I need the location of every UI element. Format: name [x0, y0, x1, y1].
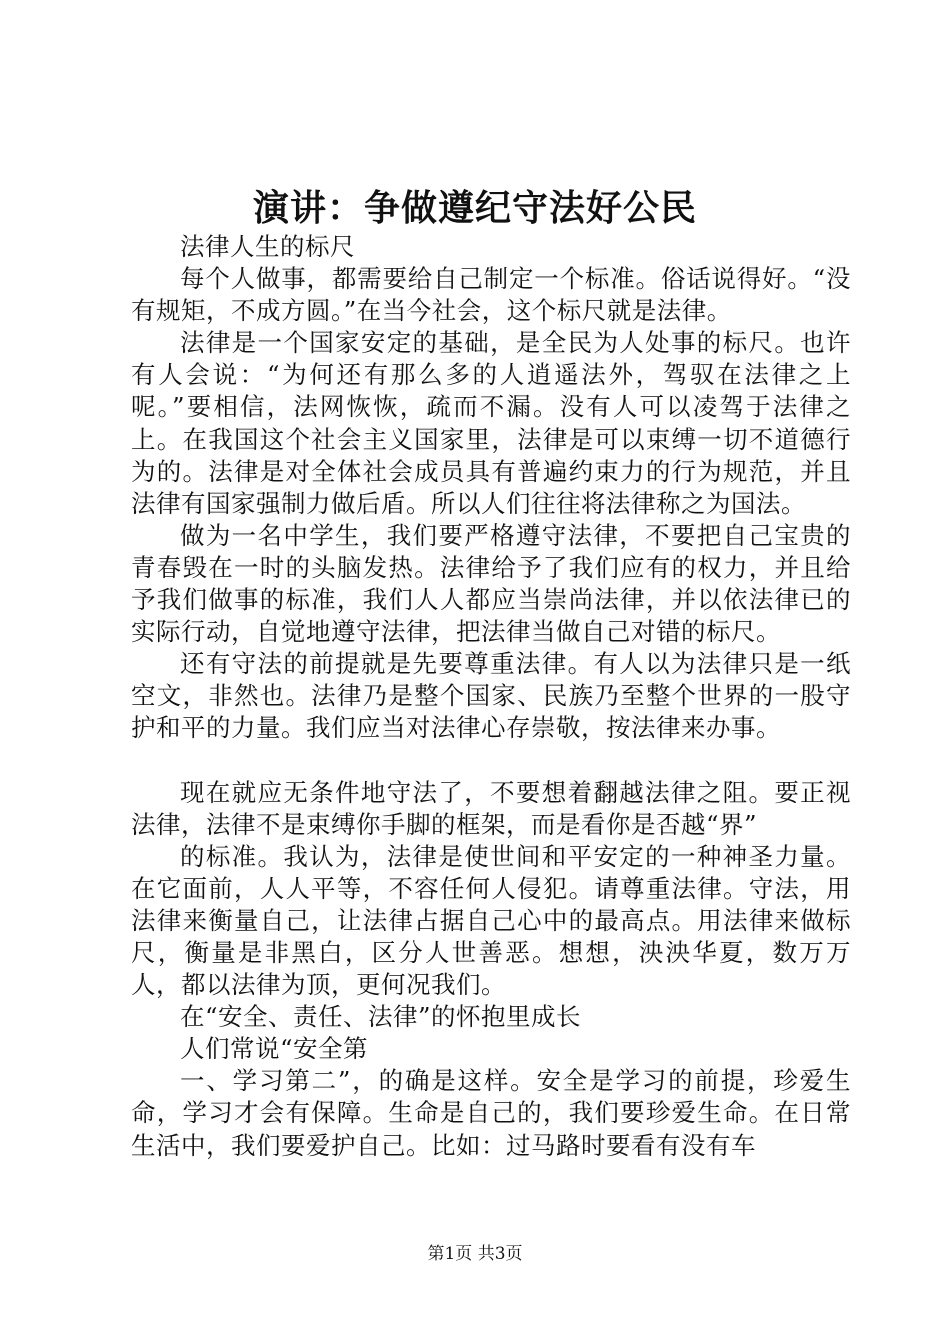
paragraph: 还有守法的前提就是先要尊重法律。有人以为法律只是一纸空文，非然也。法律乃是整个国家、民族乃至整个世界的一股守护和平的力量。我们应当对法律心存崇敬，按法律来办事。 [131, 649, 851, 743]
paragraph: 现在就应无条件地守法了，不要想着翻越法律之阻。要正视法律，法律不是束缚你手脚的框架，而是看你是否越“界” [131, 777, 851, 839]
document-title: 演讲：争做遵纪守法好公民 [252, 187, 697, 229]
paragraph: 每个人做事，都需要给自己制定一个标准。俗话说得好。“没有规矩，不成方圆。”在当今社会，这个标尺就是法律。 [131, 264, 851, 326]
page-footer: 第1页 共3页 [427, 1244, 523, 1264]
paragraph: 的标准。我认为，法律是使世间和平安定的一种神圣力量。在它面前，人人平等，不容任何人侵犯。请尊重法律。守法，用法律来衡量自己，让法律占据自己心中的最高点。用法律来做标尺，衡量是非黑白，区分人世善恶。想想，泱泱华夏，数万万人，都以法律为顶，更何况我们。 [131, 841, 851, 1000]
paragraph: 一、学习第二”，的确是这样。安全是学习的前提，珍爱生命，学习才会有保障。生命是自己的，我们要珍爱生命。在日常生活中，我们要爱护自己。比如：过马路时要看有没有车 [131, 1066, 851, 1160]
paragraph-subtitle-1: 法律人生的标尺 [180, 232, 355, 261]
document-body [131, 231, 851, 1162]
paragraph: 法律是一个国家安定的基础，是全民为人处事的标尺。也许有人会说：“为何还有那么多的人逍遥法外，驾驭在法律之上呢。”要相信，法网恢恢，疏而不漏。没有人可以凌驾于法律之上。在我国这个社会主义国家里，法律是可以束缚一切不道德行为的。法律是对全体社会成员具有普遍约束力的行为规范，并且法律有国家强制力做后盾。所以人们往往将法律称之为国法。 [131, 328, 851, 518]
paragraph-subtitle-2: 在“安全、责任、法律”的怀抱里成长 [180, 1002, 582, 1032]
paragraph: 人们常说“安全第 [180, 1034, 369, 1064]
paragraph: 做为一名中学生，我们要严格遵守法律，不要把自己宝贵的青春毁在一时的头脑发热。法律给予了我们应有的权力，并且给予我们做事的标准，我们人人都应当崇尚法律，并以依法律已的实际行动，自觉地遵守法律，把法律当做自己对错的标尺。 [131, 520, 851, 647]
